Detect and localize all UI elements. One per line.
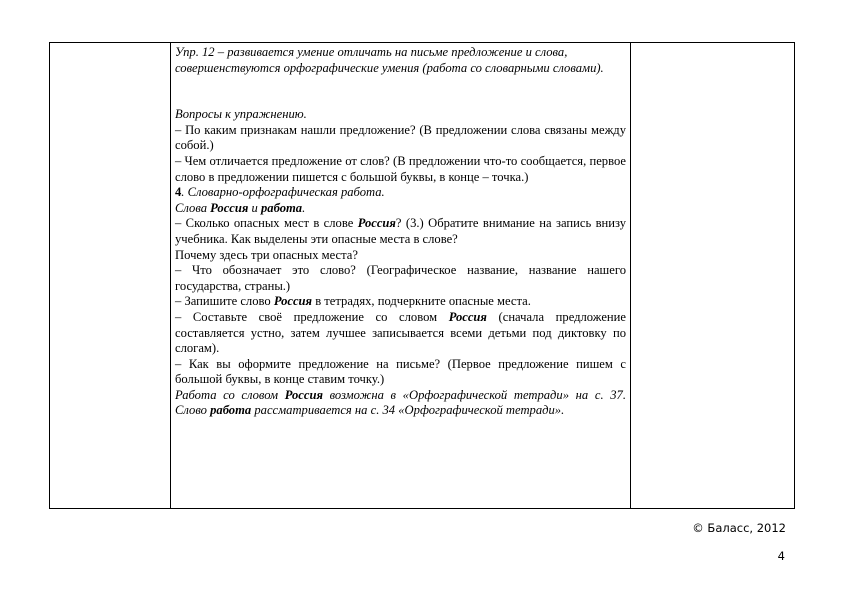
line-1-end: ? (3.) Обратите внимание на запись внизу учебника. Как выделены эти опасные места в слове? [175,216,627,246]
column-divider-left [170,43,171,508]
line-1-start: – Сколько опасных мест в слове [175,216,358,231]
dialog-line-5 [175,310,626,357]
exercise-12-note: Упр. 12 – развивается умение отличать на письме предложение и слова, совершенствуются орфографические умения (работа со словарными словами). [175,45,604,75]
lesson-table [49,42,795,509]
dialog-line-4 [175,294,626,310]
final-note [175,388,626,419]
line-4-end: в тетрадях, подчеркните опасные места. [312,294,531,309]
lesson-content-cell [175,45,626,419]
copyright-footer: © Баласс, 2012 [692,521,786,535]
questions-title: Вопросы к упражнению. [175,107,307,122]
words-and: и [248,200,261,215]
dialog-line-1 [175,216,626,247]
section-title: . Словарно-орфографическая работа. [181,185,385,200]
final-end: рассматривается на с. 34 «Орфографической тетради». [251,403,565,418]
dialog-line-3: – Что обозначает это слово? (Географическое название, название нашего государства, страны.) [175,263,626,293]
word-russia: Россия [210,200,249,215]
column-divider-right [630,43,631,508]
words-dot: . [302,200,306,215]
page-number: 4 [777,549,785,563]
words-line [175,201,626,217]
final-middle: возможна в «Орфографической тетради» на с. 37. Слово [175,387,626,418]
line-4-word: Россия [273,294,313,309]
question-2: – Чем отличается предложение от слов? (В предложении что-то сообщается, первое слово в предложении пишется с большой буквы, в конце – точка.) [175,153,626,184]
line-5-start: – Составьте своё предложение со словом [175,309,449,324]
words-prefix: Слова [175,200,211,215]
final-word-rabota: работа [210,403,252,418]
final-start: Работа со словом [175,387,285,402]
dialog-line-2: Почему здесь три опасных места? [175,247,358,262]
final-word-russia: Россия [284,387,323,402]
line-4-start: – Запишите слово [175,294,274,309]
word-rabota: работа [260,200,303,215]
line-5-word: Россия [448,309,487,324]
section-number: 4 [175,185,182,200]
question-1: – По каким признакам нашли предложение? (В предложении слова связаны между собой.) [175,122,626,153]
section-4-heading [175,185,626,201]
line-5-end: (сначала предложение составляется устно, затем лучшее записывается всеми детьми под диктовку по слогам). [175,309,626,356]
dialog-line-6: – Как вы оформите предложение на письме? (Первое предложение пишем с большой буквы, в конце ставим точку.) [175,356,626,387]
line-1-word: Россия [357,216,396,231]
